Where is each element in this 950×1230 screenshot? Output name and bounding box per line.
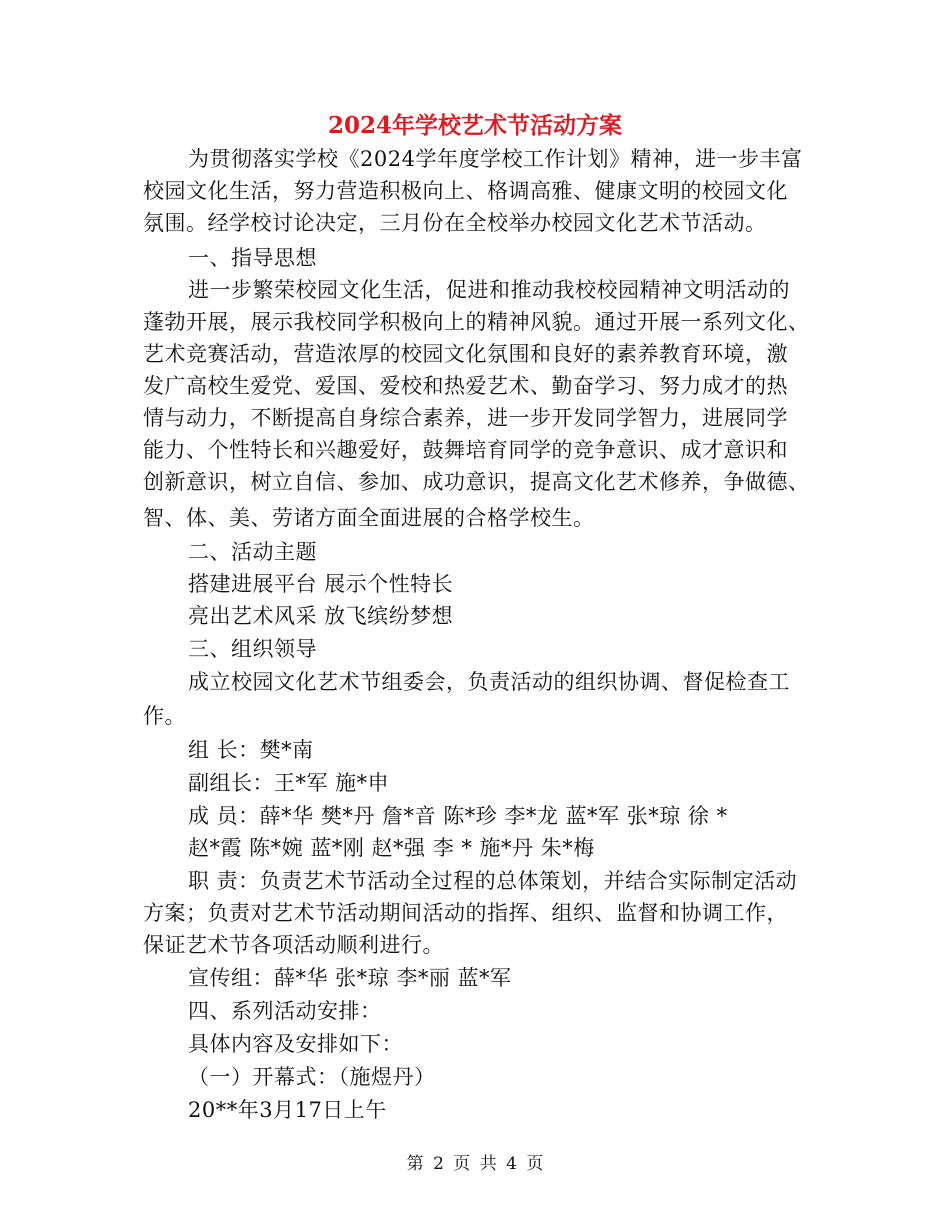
section-heading: 二、活动主题 <box>188 540 317 564</box>
paragraph-line: 能力、个性特长和兴趣爱好，鼓舞培育同学的竞争意识、成才意识和 <box>143 438 788 462</box>
paragraph-line: 情与动力，不断提高自身综合素养，进一步开发同学智力，进展同学 <box>143 406 788 430</box>
paragraph-line: 具体内容及安排如下： <box>188 1032 403 1056</box>
paragraph-line: 智、体、美、劳诸方面全面进展的合格学校生。 <box>143 506 595 530</box>
section-heading: 一、指导思想 <box>188 246 317 270</box>
paragraph-line: 方案；负责对艺术节活动期间活动的指挥、组织、监督和协调工作， <box>143 901 788 925</box>
theme-line: 亮出艺术风采 放飞缤纷梦想 <box>188 604 454 628</box>
paragraph-line: 成立校园文化艺术节组委会，负责活动的组织协调、督促检查工 <box>188 670 790 694</box>
theme-line: 搭建进展平台 展示个性特长 <box>188 572 454 596</box>
section-heading: 三、组织领导 <box>188 637 317 661</box>
paragraph-line: 发广高校生爱党、爱国、爱校和热爱艺术、勤奋学习、努力成才的热 <box>143 374 788 398</box>
paragraph-line: 保证艺术节各项活动顺利进行。 <box>143 933 444 957</box>
paragraph-line: 艺术竞赛活动，营造浓厚的校园文化氛围和良好的素养教育环境，激 <box>143 342 788 366</box>
document-title: 2024年学校艺术节活动方案 <box>327 112 622 139</box>
subsection-heading: （一）开幕式：（施煜丹） <box>188 1065 436 1089</box>
paragraph-line: 蓬勃开展，展示我校同学积极向上的精神风貌。通过开展一系列文化、 <box>143 310 810 334</box>
publicity-group-line: 宣传组：薛*华 张*琼 李*丽 蓝*军 <box>188 966 512 990</box>
paragraph-line: 创新意识，树立自信、参加、成功意识，提高文化艺术修养，争做德、 <box>143 470 810 494</box>
members-line: 成 员：薛*华 樊*丹 詹*音 陈*珍 李*龙 蓝*军 张*琼 徐 * <box>188 804 728 828</box>
paragraph-line: 氛围。经学校讨论决定，三月份在全校举办校园文化艺术节活动。 <box>143 211 767 235</box>
paragraph-line: 为贯彻落实学校《2024学年度学校工作计划》精神，进一步丰富 <box>188 147 803 171</box>
paragraph-line: 作。 <box>143 704 186 728</box>
deputy-leader-line: 副组长：王*军 施*申 <box>188 771 390 795</box>
date-line: 20**年3月17日上午 <box>188 1098 387 1122</box>
section-heading: 四、系列活动安排： <box>188 999 382 1023</box>
page-footer: 第 2 页 共 4 页 <box>406 1154 544 1174</box>
paragraph-line: 校园文化生活，努力营造积极向上、格调高雅、健康文明的校园文化 <box>143 179 788 203</box>
members-line: 赵*霞 陈*婉 蓝*刚 赵*强 李 * 施*丹 朱*梅 <box>188 836 595 860</box>
duties-line: 职 责：负责艺术节活动全过程的总体策划，并结合实际制定活动 <box>188 869 798 893</box>
leader-line: 组 长：樊*南 <box>188 738 314 762</box>
paragraph-line: 进一步繁荣校园文化生活，促进和推动我校校园精神文明活动的 <box>188 278 790 302</box>
